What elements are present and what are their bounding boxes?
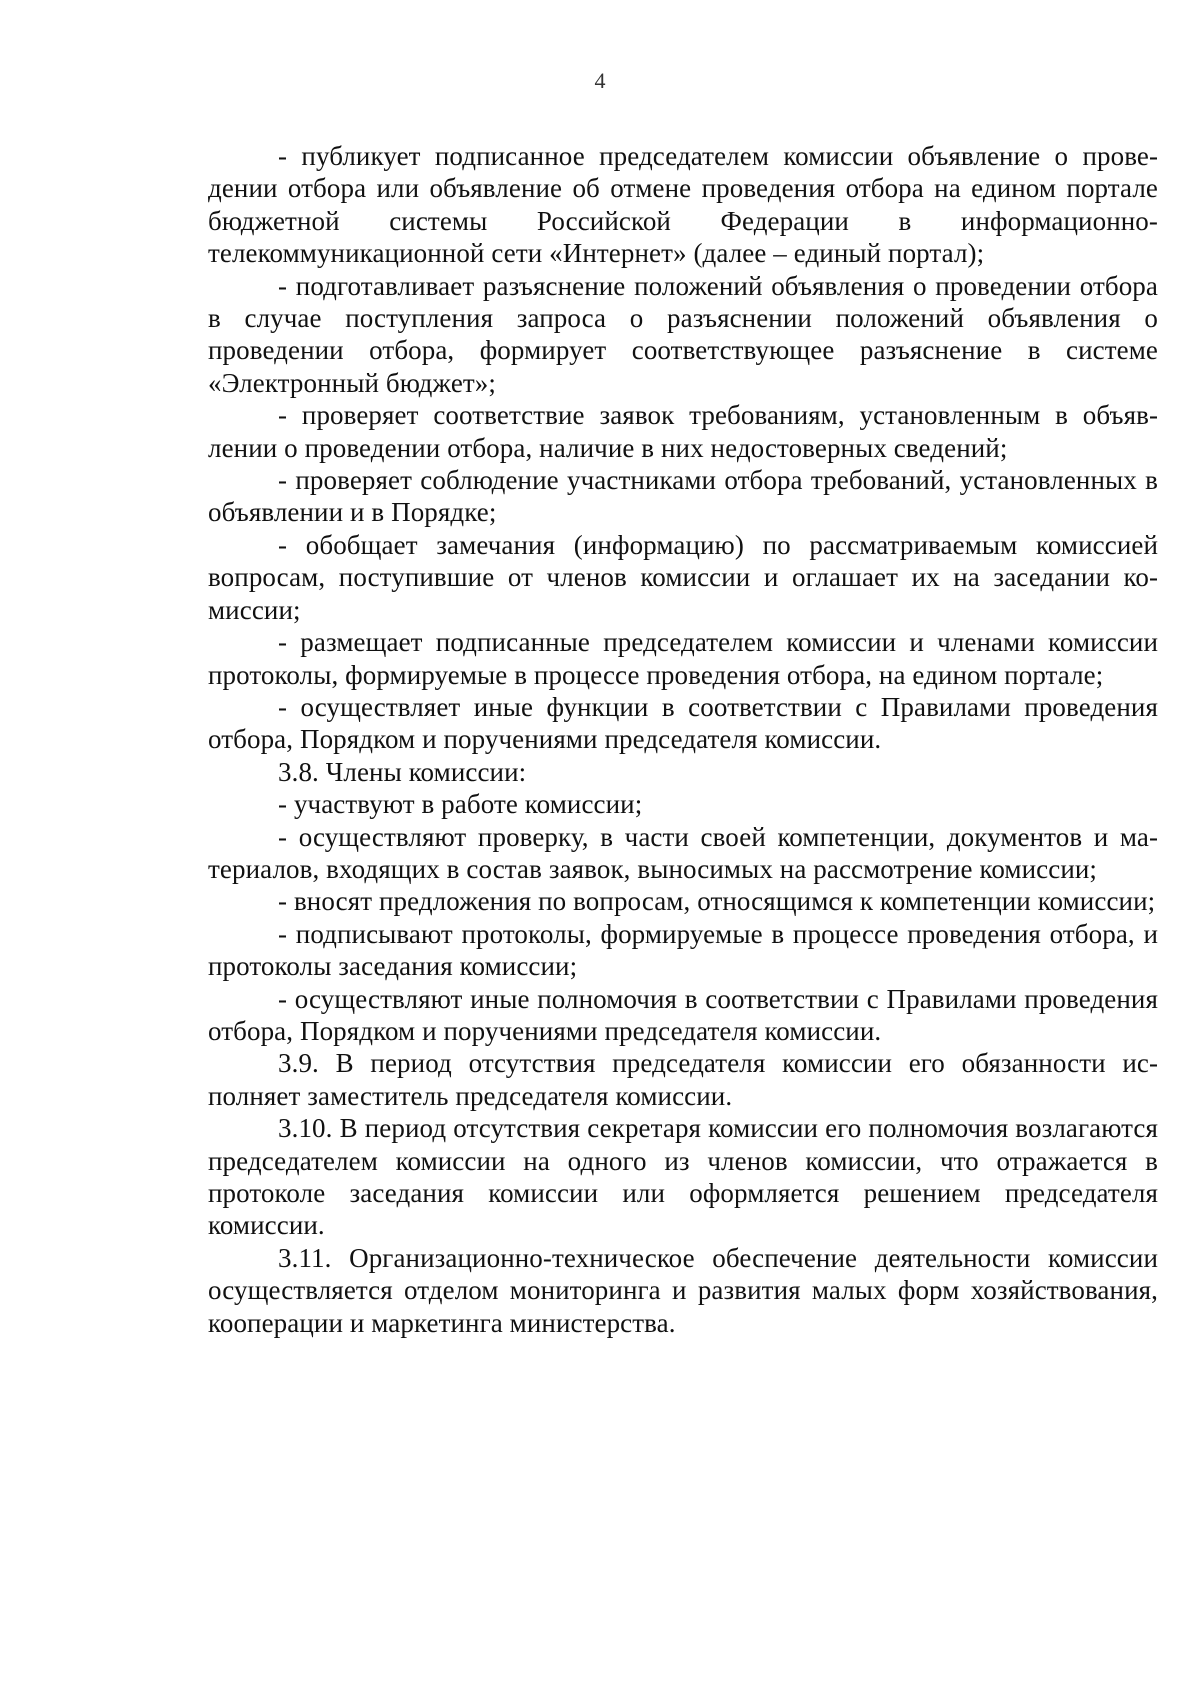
document-body (208, 140, 1158, 1339)
paragraph: - проверяет соблюдение участниками отбора требований, установленных в объявлении и в Порядке; (208, 465, 1158, 528)
paragraph: - осуществляет иные функции в соответствии с Правилами проведения отбора, Порядком и поручениями председателя комиссии. (208, 691, 1158, 755)
paragraph: - подготавливает разъяснение положений объявления о проведении отбора в случае поступления запроса о разъяснении положений объявления о проведении отбора, формирует соответствующее разъяснение в системе «Электронный бюджет»; (208, 270, 1158, 398)
page-number: 4 (594, 68, 606, 93)
paragraph: - проверяет соответствие заявок требованиям, установленным в объявлении о проведении отбора, наличие в них недостоверных сведений; (208, 400, 1158, 463)
paragraph: - участвуют в работе комиссии; (278, 789, 643, 820)
paragraph: - обобщает замечания (информацию) по рассматриваемым комиссией вопросам, поступившие от членов комиссии и оглашает их на заседании комиссии; (208, 529, 1158, 625)
section-heading: 3.8. Члены комиссии: (278, 756, 527, 787)
paragraph: - вносят предложения по вопросам, относящимся к компетенции комиссии; (278, 886, 1156, 917)
paragraph: 3.10. В период отсутствия секретаря комиссии его полномочия возлагаются председателем комиссии на одного из членов комиссии, что отражается в протоколе заседания комиссии или оформляется решением председателя комиссии. (208, 1113, 1158, 1241)
paragraph: 3.11. Организационно-техническое обеспечение деятельности комиссии осуществляется отделом мониторинга и развития малых форм хозяйствования, кооперации и маркетинга министерства. (208, 1242, 1158, 1338)
paragraph: - публикует подписанное председателем комиссии объявление о проведении отбора или объявление об отмене проведения отбора на едином портале бюджетной системы Российской Федерации в информационно-телекоммуникационной сети «Интернет» (далее – единый портал); (208, 141, 1158, 269)
paragraph: - размещает подписанные председателем комиссии и членами комиссии протоколы, формируемые в процессе проведения отбора, на едином портале; (208, 627, 1158, 690)
paragraph: 3.9. В период отсутствия председателя комиссии его обязанности исполняет заместитель председателя комиссии. (208, 1048, 1158, 1111)
paragraph: - подписывают протоколы, формируемые в процессе проведения отбора, и протоколы заседания комиссии; (208, 918, 1158, 982)
paragraph: - осуществляют иные полномочия в соответствии с Правилами проведения отбора, Порядком и поручениями председателя комиссии. (208, 983, 1158, 1046)
paragraph: - осуществляют проверку, в части своей компетенции, документов и материалов, входящих в состав заявок, выносимых на рассмотрение комиссии; (208, 821, 1158, 884)
